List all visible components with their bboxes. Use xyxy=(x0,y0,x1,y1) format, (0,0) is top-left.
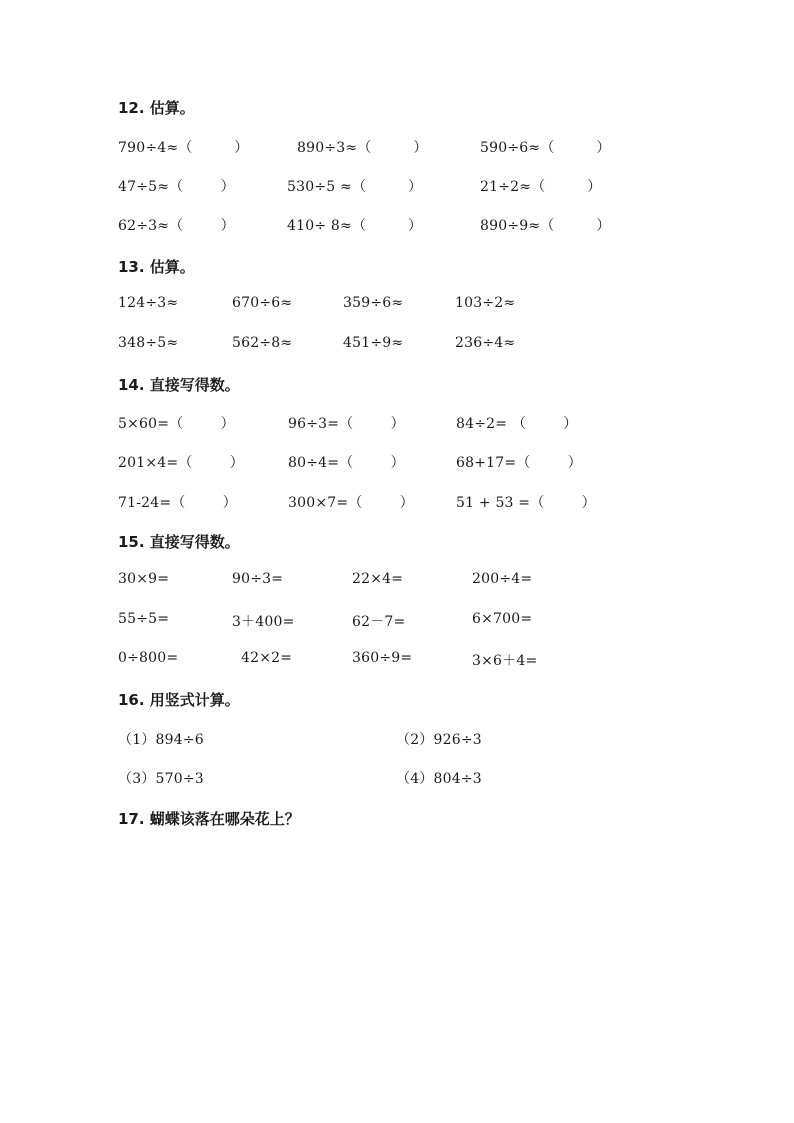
q16-item-2: （2）926÷3 xyxy=(396,732,482,748)
q15-item-2-1: 55÷5= xyxy=(118,611,170,627)
q12-item-2-3: 21÷2≈（ ） xyxy=(480,179,602,195)
q12-item-1-3: 590÷6≈（ ） xyxy=(480,140,611,156)
q12-item-2-1: 47÷5≈（ ） xyxy=(118,179,235,195)
q13-item-2-1: 348÷5≈ xyxy=(118,335,179,351)
q14-item-2-2: 80÷4=（ ） xyxy=(288,455,405,471)
q16-item-1: （1）894÷6 xyxy=(118,732,204,748)
q15-item-3-1: 0÷800= xyxy=(118,650,179,666)
q14-item-2-3: 68+17=（ ） xyxy=(456,455,582,471)
q12-item-1-2: 890÷3≈（ ） xyxy=(297,140,428,156)
q14-item-1-2: 96÷3=（ ） xyxy=(288,416,405,432)
q15-item-1-3: 22×4= xyxy=(352,571,404,587)
q15-item-2-4: 6×700= xyxy=(472,611,533,627)
q13-item-1-2: 670÷6≈ xyxy=(232,295,293,311)
q14-item-1-1: 5×60=（ ） xyxy=(118,416,235,432)
q15-item-1-1: 30×9= xyxy=(118,571,170,587)
question-13-title: 13. 估算。 xyxy=(118,258,195,276)
question-15-title: 15. 直接写得数。 xyxy=(118,533,240,551)
q14-item-3-2: 300×7=（ ） xyxy=(288,495,414,511)
q12-item-3-2: 410÷ 8≈（ ） xyxy=(287,218,423,234)
q15-item-1-2: 90÷3= xyxy=(232,571,284,587)
question-12-title: 12. 估算。 xyxy=(118,99,195,117)
q15-item-3-3: 360÷9= xyxy=(352,650,413,666)
q15-item-2-2: 3＋400= xyxy=(232,614,295,630)
q12-item-1-1: 790÷4≈（ ） xyxy=(118,140,249,156)
q14-item-2-1: 201×4=（ ） xyxy=(118,455,244,471)
q12-item-3-1: 62÷3≈（ ） xyxy=(118,218,235,234)
question-14-title: 14. 直接写得数。 xyxy=(118,376,240,394)
q15-item-2-3: 62－7= xyxy=(352,614,406,630)
q14-item-3-3: 51 + 53 =（ ） xyxy=(456,495,596,511)
q12-item-2-2: 530÷5 ≈（ ） xyxy=(287,179,423,195)
q15-item-3-2: 42×2= xyxy=(241,650,293,666)
q16-item-3: （3）570÷3 xyxy=(118,771,204,787)
question-16-title: 16. 用竖式计算。 xyxy=(118,691,240,709)
q13-item-1-3: 359÷6≈ xyxy=(343,295,404,311)
q13-item-1-1: 124÷3≈ xyxy=(118,295,179,311)
question-17-title: 17. 蝴蝶该落在哪朵花上？ xyxy=(118,810,300,828)
q13-item-2-4: 236÷4≈ xyxy=(455,335,516,351)
q14-item-1-3: 84÷2= （ ） xyxy=(456,416,578,432)
q16-item-4: （4）804÷3 xyxy=(396,771,482,787)
q13-item-2-2: 562÷8≈ xyxy=(232,335,293,351)
q13-item-2-3: 451÷9≈ xyxy=(343,335,404,351)
q15-item-3-4: 3×6＋4= xyxy=(472,653,538,669)
q14-item-3-1: 71-24=（ ） xyxy=(118,495,237,511)
q12-item-3-3: 890÷9≈（ ） xyxy=(480,218,611,234)
q13-item-1-4: 103÷2≈ xyxy=(455,295,516,311)
q15-item-1-4: 200÷4= xyxy=(472,571,533,587)
